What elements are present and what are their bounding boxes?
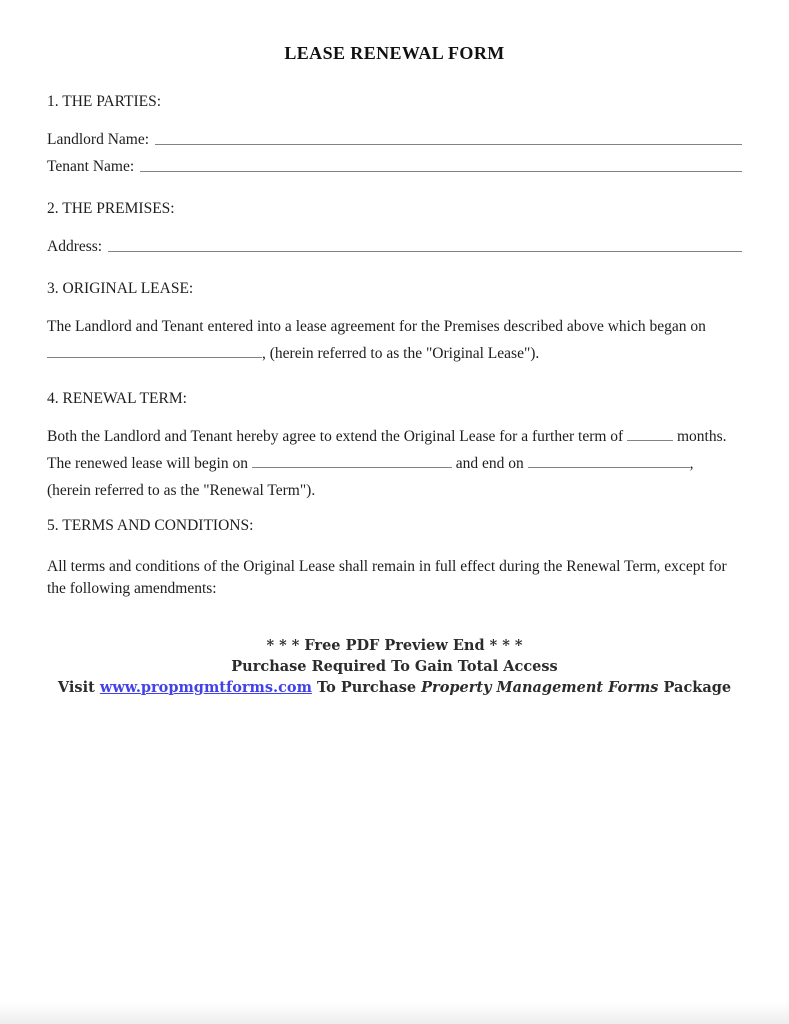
section-heading-renewal-term: 4. RENEWAL TERM: — [47, 390, 187, 407]
renewal-term-line2-text: The renewed lease will begin on — [47, 455, 248, 472]
original-lease-line2-text: , (herein referred to as the "Original Lease"). — [262, 345, 540, 362]
renewal-term-line1 — [47, 423, 742, 450]
landlord-name-label: Landlord Name: — [47, 131, 150, 148]
document-content — [0, 42, 789, 698]
document-title: LEASE RENEWAL FORM — [284, 43, 505, 63]
renewal-term-paragraph — [47, 423, 742, 504]
tenant-name-field[interactable] — [140, 171, 742, 172]
renewal-term-line1-suffix: months. — [676, 428, 727, 445]
tenant-name-label: Tenant Name: — [47, 158, 135, 175]
preview-end-line: * * * Free PDF Preview End * * * — [266, 637, 523, 654]
visit-line — [47, 677, 742, 698]
address-label: Address: — [47, 238, 103, 255]
purchase-notice-line: Purchase Required To Gain Total Access — [231, 658, 558, 675]
address-row — [47, 233, 742, 260]
section-heading-parties: 1. THE PARTIES: — [47, 93, 162, 110]
original-lease-line2 — [47, 340, 742, 367]
terms-paragraph: All terms and conditions of the Original Lease shall remain in full effect during the Renewal Term, except for the following amendments: — [47, 558, 727, 597]
visit-suffix: Package — [663, 679, 732, 696]
landlord-name-field[interactable] — [155, 144, 742, 145]
renewal-term-line2-trailing: , — [689, 455, 694, 472]
renewal-months-field[interactable] — [627, 440, 673, 441]
page-edge-shadow — [0, 1002, 789, 1024]
original-lease-line1: The Landlord and Tenant entered into a lease agreement for the Premises described above which began on — [47, 318, 706, 335]
renewal-term-line2-middle: and end on — [455, 455, 524, 472]
original-lease-paragraph — [47, 313, 742, 367]
footer-link[interactable]: www.propmgmtforms.com — [99, 679, 312, 696]
section-heading-premises: 2. THE PREMISES: — [47, 200, 175, 217]
renewal-term-line2 — [47, 450, 742, 477]
section-heading-terms: 5. TERMS AND CONDITIONS: — [47, 517, 254, 534]
landlord-name-row — [47, 126, 742, 153]
renewal-begin-date-field[interactable] — [252, 467, 452, 468]
original-lease-date-field[interactable] — [47, 357, 262, 358]
section-heading-original-lease: 3. ORIGINAL LEASE: — [47, 280, 194, 297]
preview-footer — [47, 635, 742, 698]
address-field[interactable] — [108, 251, 742, 252]
renewal-end-date-field[interactable] — [528, 467, 690, 468]
product-name: Property Management Forms — [421, 679, 659, 696]
tenant-name-row — [47, 153, 742, 180]
visit-middle: To Purchase — [317, 679, 417, 696]
renewal-term-line3: (herein referred to as the "Renewal Term"). — [47, 482, 316, 499]
renewal-term-line1-text: Both the Landlord and Tenant hereby agree to extend the Original Lease for a further term of — [47, 428, 624, 445]
visit-prefix: Visit — [57, 679, 95, 696]
